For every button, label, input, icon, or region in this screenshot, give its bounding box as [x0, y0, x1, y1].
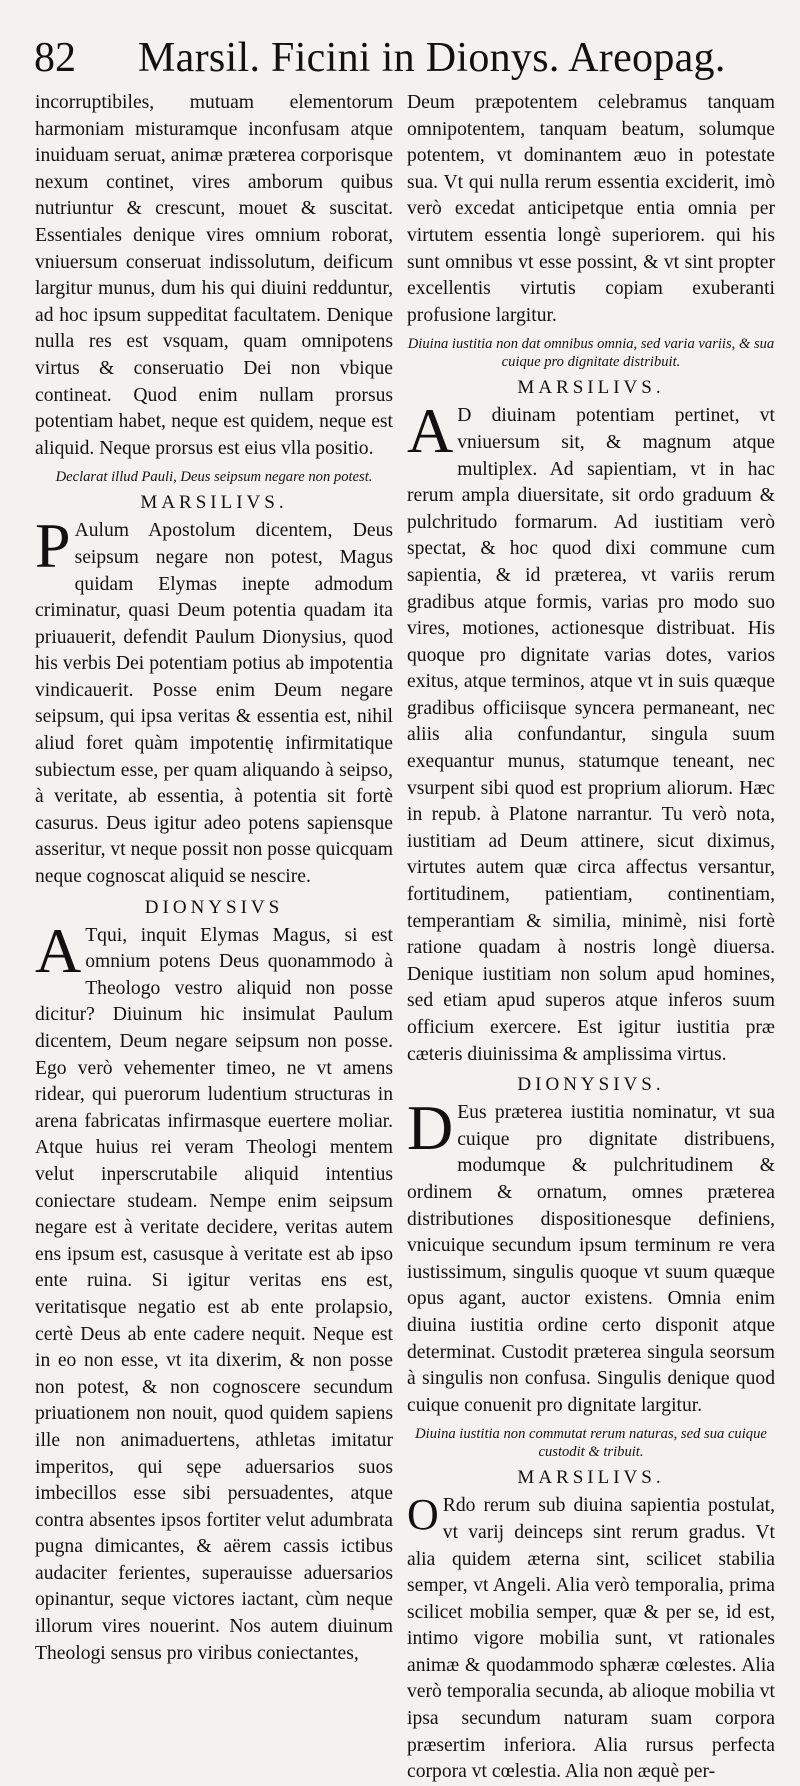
drop-cap: A	[35, 914, 82, 986]
page-number: 82	[34, 35, 76, 81]
paragraph	[407, 1092, 775, 1419]
paragraph-text: Eus præterea iustitia nominatur, vt sua cuique pro dignitate distribuens, modumque & pulchritudinem & ordinem & ornatum, omnes præterea distributiones dispositionesque definiens, vnicuique secundum ipsum terminum re vera iustissimum, singulis quoque vt suum quæque opus agant, auctor existens. Omnia enim diuina iustitia ordine certo disponit atque determinat. Custodit præterea singula seorsum à singulis non confusa. Singulis denique quod cuique conuenit pro dignitate largitur.	[407, 1102, 775, 1416]
paragraph	[35, 510, 393, 890]
left-column	[35, 90, 393, 1667]
marginal-note: Declarat illud Pauli, Deus seipsum negare non potest.	[55, 469, 373, 486]
drop-cap: D	[407, 1092, 454, 1164]
paragraph-text: Aulum Apostolum dicentem, Deus seipsum negare non potest, Magus quidam Elymas inepte admodum criminatur, quasi Deum potentia quadam ita priuauerit, defendit Paulum Dionysius, quod his verbis Dei potentiam potius ab impotentia vindicauerit. Posse enim Deum negare seipsum, qui ipsa veritas & essentia est, nihil aliud foret quàm impotentię infirmitatique subiectum esse, per quam aliquando à seipso, à veritate, ab essentia, à potentia sit fortè casurus. Deus igitur adeo potens sapiensque asseritur, vt neque possit non posse quicquam neque cognoscat aliquid se nescire.	[35, 520, 393, 888]
paragraph-text: Rdo rerum sub diuina sapientia postulat, vt varij deinceps sint rerum gradus. Vt alia quidem æterna sint, scilicet stabilia semper, vt Angeli. Alia verò temporalia, prima scilicet mobilia semper, quæ & per se, id est, intimo vigore mobilia sunt, vt rationales animæ & quodammodo sphæræ cœlestes. Alia verò temporalia secunda, ab alioque mobilia vt ipsa secundum naturam suam corpora præsertim inferiora. Alia rursus perfecta corpora vt cœlestia. Alia non æquè per-	[407, 1495, 775, 1783]
marginal-note: Diuina iustitia non dat omnibus omnia, sed varia variis, & sua cuique pro dignitate distribuit.	[407, 336, 775, 371]
paragraph-text: D diuinam potentiam pertinet, vt vniuersum sit, & magnum atque multiplex. Ad sapientiam, vt in hac rerum ampla diuersitate, sit ordo graduum & pulchritudo formarum. Ad iustitiam verò spectat, & hoc quod dixi commune cum sapientia, & id præterea, vt variis rerum gradibus atque formis, varias pro modo suo vires, motiones, actionesque distribuat. His quoque pro dignitate varias dotes, varios exitus, atque terminos, atque vt in suis quæque gradibus officiisque syncera permaneant, nec aliis alia confundantur, singula suum exequantur munus, statumque teneant, nec vsurpent sibi quod est proprium aliorum. Hæc in repub. à Platone narrantur. Tu verò nota, iustitiam ad Deum attinere, sicut diximus, virtutes autem quæ circa affectus versantur, fortitudinem, patientiam, continentiam, temperantiam & similia, minimè, nisi fortè ratione quadam à nostris longè diuersa. Denique iustitiam non solum apud homines, sed etiam apud superos atque inferos suum officium exercere. Est igitur iustitia præ cæteris diuinissima & amplissima virtus.	[407, 405, 775, 1065]
section-heading: DIONYSIVS.	[517, 1074, 665, 1096]
section-heading: MARSILIVS.	[140, 492, 288, 514]
paragraph: Deum præpotentem celebramus tanquam omnipotentem, tanquam beatum, solumque potentem, vt dominantem æuo in potestate sua. Vt qui nulla rerum essentia exciderit, imò verò excedat anticipetque entia omnia per virtutem essentia longè superiorem. qui his sunt omnibus vt esse possint, & vt sint propter excellentis virtutis copiam exuberanti profusione largitur.	[407, 92, 775, 326]
right-column	[407, 90, 775, 1786]
drop-cap: A	[407, 395, 454, 467]
running-title: Marsil. Ficini in Dionys. Areopag.	[138, 35, 726, 81]
marginal-note: Diuina iustitia non commutat rerum naturas, sed sua cuique custodit & tribuit.	[415, 1426, 767, 1461]
paragraph: incorruptibiles, mutuam elementorum harmoniam misturamque inconfusam atque inuiduam seruat, animæ præterea corporisque nexum continet, vires amborum quibus nutriuntur & crescunt, mouet & suscitat. Essentiales denique vires omnium roborat, vniuersum conseruat indissolutum, deificum largitur munus, dum his qui diuini redduntur, ad hoc ipsum suppeditat facultatem. Denique nulla res est vsquam, quam omnipotens virtus & conseruatio Dei non vbique contineat. Quod enim nullam prorsus potentiam habet, neque est quidem, neque est aliquid. Neque prorsus est eius vlla positio.	[35, 92, 393, 459]
section-heading: MARSILIVS.	[517, 1467, 665, 1489]
page-header	[30, 30, 726, 90]
paragraph	[407, 395, 775, 1068]
section-heading: MARSILIVS.	[517, 377, 665, 399]
drop-cap: P	[35, 510, 71, 582]
paragraph	[35, 914, 393, 1668]
section-heading: DIONYSIVS	[144, 896, 284, 918]
drop-cap: O	[407, 1490, 439, 1540]
paragraph	[407, 1490, 775, 1786]
paragraph-text: Tqui, inquit Elymas Magus, si est omnium potens Deus quonammodo à Theologo vestro aliquid non posse dicitur? Diuinum hic insimulat Paulum dicentem, Deum negare seipsum non posse. Ego verò vehementer timeo, ne vt amens ridear, qui puerorum ludentium structuras in arena fabricatas infirmasque euertere moliar. Atque huius rei veram Theologi mentem velut inperscrutabile aliquid intentius coniectare studeam. Nempe enim seipsum negare est à veritate decidere, veritas autem ens ipsum est, casusque à veritate est ab ipso ente ruina. Si igitur veritas ens est, veritatisque negatio est ab ente prolapsio, certè Deus ab ente cadere nequit. Neque est in eo non esse, vt ita dixerim, & non posse non potest, & non cognoscere secundum priuationem non nouit, quod quidem sapiens ille non animaduertens, athletas imitatur imperitos, qui sępe aduersarios suos imbecillos esse sibi persuadentes, atque contra absentes ipsos fortiter velut adumbrata pugna dimicantes, & aërem cassis ictibus audaciter ferientes, superauisse aduersarios opinantur, seque victores iactant, cùm neque illorum vires nouerint. Nos autem diuinum Theologi sensus pro viribus coniectantes,	[35, 924, 393, 1664]
